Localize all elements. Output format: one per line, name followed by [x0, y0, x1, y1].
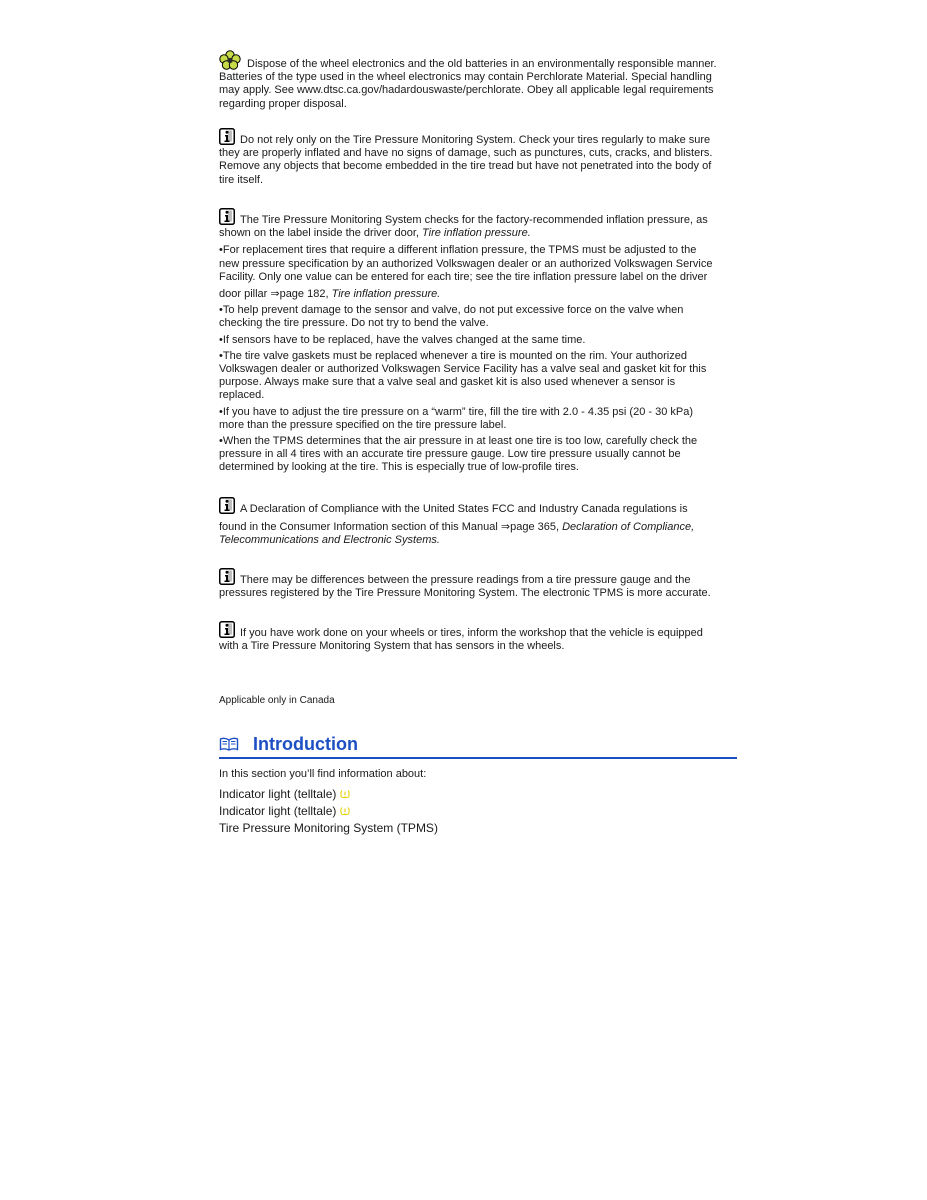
note-line: Do not rely only on the Tire Pressure Monitoring System. Check your tires regularly to make sure — [219, 128, 737, 147]
applicability-note — [219, 694, 737, 707]
environment-flower-icon — [219, 50, 241, 70]
info-icon — [219, 497, 235, 514]
list-item: •The tire valve gaskets must be replaced whenever a tire is mounted on the rim. Your authorized Volkswagen dealer or authorized Volkswagen Service Facility has a valve seal and gasket kit for this purpose. Always make sure that a valve seal and gasket kit is also used whenever a sensor is replaced. — [219, 349, 707, 402]
note-inflation-pressure — [219, 208, 737, 475]
list-item: •When the TPMS determines that the air pressure in at least one tire is too low, carefully check the pressure in all 4 tires with an accurate tire pressure gauge. Low tire pressure usually cannot be determined by looking at the tire. This is especially true of low-profile tires. — [219, 435, 698, 474]
note-line: tire itself. — [219, 173, 264, 186]
list-item: •For replacement tires that require a different inflation pressure, the TPMS must be adjusted to the new pressure specification by an authorized Volkswagen dealer or an authorized Volkswagen Service Facility. Only one value can be entered for each tire; see the tire inflation pressure label on the driver door pillar ⇒page 182, Tire inflation pressure. — [219, 244, 713, 301]
info-icon — [219, 208, 235, 225]
list-item: •To help prevent damage to the sensor and valve, do not put excessive force on the valve when checking the tire pressure. Do not try to bend the valve. — [219, 304, 684, 330]
environment-note-line: regarding proper disposal. — [219, 97, 347, 110]
intro-content — [219, 767, 737, 837]
note-tpms-reliance — [219, 128, 737, 187]
toc-link-indicator-light-1[interactable]: Indicator light (telltale) — [219, 786, 737, 803]
note-line: with a Tire Pressure Monitoring System that has sensors in the wheels. — [219, 640, 565, 653]
intro-lead: In this section you’ll find information about: — [219, 768, 427, 780]
note-line: If you have work done on your wheels or tires, inform the workshop that the vehicle is equipped — [219, 621, 737, 640]
open-book-icon — [219, 737, 239, 751]
toc-link-indicator-light-2[interactable]: Indicator light (telltale) — [219, 803, 737, 820]
bullet-icon: • — [219, 349, 223, 362]
cross-reference[interactable]: Tire inflation pressure. — [422, 227, 531, 240]
info-icon — [219, 568, 235, 585]
note-line: pressures registered by the Tire Pressure Monitoring System. The electronic TPMS is more accurate. — [219, 587, 711, 600]
bullet-icon: • — [219, 333, 223, 346]
list-item: •If you have to adjust the tire pressure on a “warm” tire, fill the tire with 2.0 - 4.35 psi (20 - 30 kPa) more than the pressure specified on the tire pressure label. — [219, 405, 694, 431]
environment-note-line: Dispose of the wheel electronics and the old batteries in an environmentally responsible manner. — [219, 50, 737, 71]
info-icon — [219, 621, 235, 638]
environment-note — [219, 50, 737, 111]
note-line: Remove any objects that become embedded in the tire tread but have not penetrated into the body of — [219, 160, 712, 173]
bullet-icon: • — [219, 435, 223, 448]
list-item: •If sensors have to be replaced, have the valves changed at the same time. — [219, 333, 586, 346]
note-declaration-compliance — [219, 497, 737, 548]
section-title: Introduction — [253, 734, 358, 754]
tire-pressure-warning-icon — [340, 789, 350, 799]
tire-pressure-warning-icon — [340, 806, 350, 816]
cross-reference[interactable]: Declaration of Compliance, — [562, 521, 695, 534]
section-heading — [219, 733, 737, 759]
note-line — [219, 534, 737, 547]
note-workshop — [219, 621, 737, 653]
note-pressure-differences — [219, 568, 737, 600]
info-icon — [219, 128, 235, 145]
note-line: The Tire Pressure Monitoring System checks for the factory-recommended inflation pressure, as — [219, 208, 737, 227]
bullet-icon: • — [219, 405, 223, 418]
cross-reference[interactable]: Telecommunications and Electronic Systems. — [219, 534, 440, 547]
bullet-icon: • — [219, 304, 223, 317]
note-line: There may be differences between the pressure readings from a tire pressure gauge and the — [219, 568, 737, 587]
environment-note-line: may apply. See www.dtsc.ca.gov/hadardouswaste/perchlorate. Obey all applicable legal requirements — [219, 84, 714, 97]
note-line: found in the Consumer Information section of this Manual ⇒page 365, Declaration of Compliance, — [219, 521, 695, 534]
bullet-icon: • — [219, 244, 223, 257]
toc-link-tpms[interactable]: Tire Pressure Monitoring System (TPMS) — [219, 821, 438, 835]
note-line: A Declaration of Compliance with the United States FCC and Industry Canada regulations is — [219, 497, 737, 516]
note-line: shown on the label inside the driver door, Tire inflation pressure. — [219, 227, 531, 240]
note-line: they are properly inflated and have no signs of damage, such as punctures, cuts, cracks, and blisters. — [219, 147, 713, 160]
environment-note-line: Batteries of the type used in the wheel electronics may contain Perchlorate Material. Special handling — [219, 71, 712, 84]
applicability-text: Applicable only in Canada — [219, 695, 335, 706]
cross-reference[interactable]: Tire inflation pressure. — [331, 288, 441, 301]
bullet-list — [219, 244, 737, 474]
